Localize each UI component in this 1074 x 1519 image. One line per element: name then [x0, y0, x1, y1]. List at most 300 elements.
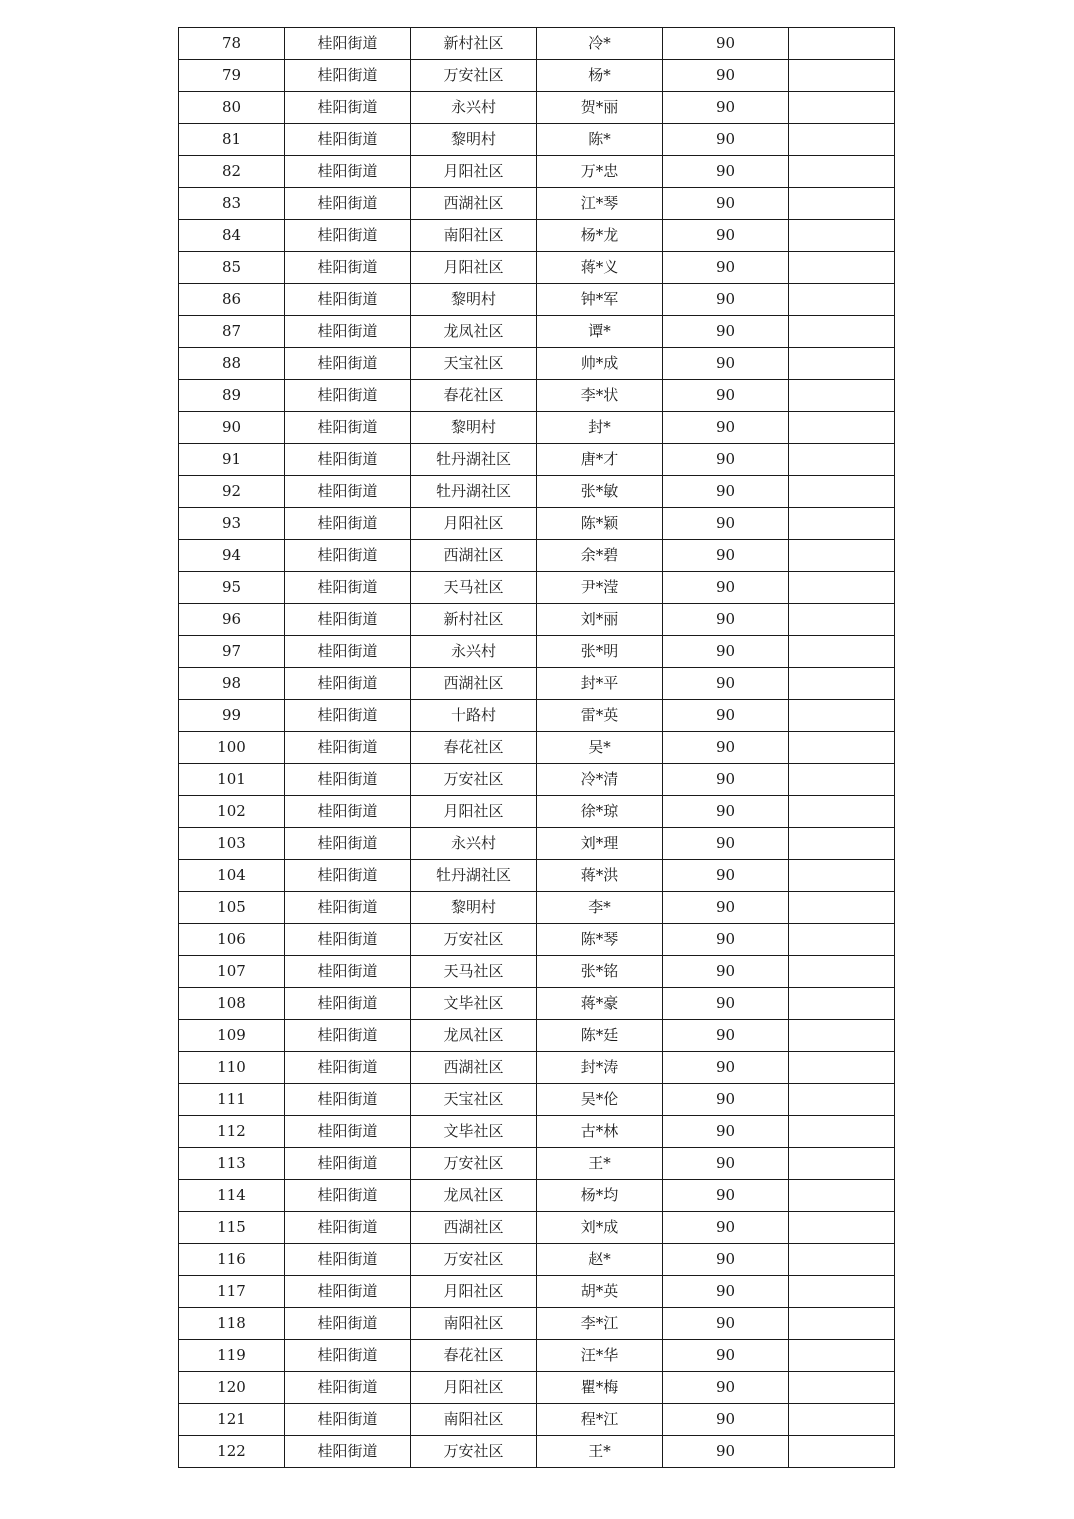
- name-cell: 汪*华: [537, 1340, 663, 1372]
- score-cell: 90: [663, 476, 789, 508]
- community-cell: 龙凤社区: [411, 316, 537, 348]
- community-cell: 黎明村: [411, 412, 537, 444]
- row-number-cell: 86: [179, 284, 285, 316]
- score-cell: 90: [663, 924, 789, 956]
- street-cell: 桂阳街道: [285, 92, 411, 124]
- score-cell: 90: [663, 188, 789, 220]
- score-cell: 90: [663, 348, 789, 380]
- community-cell: 新村社区: [411, 28, 537, 60]
- row-number-cell: 118: [179, 1308, 285, 1340]
- community-cell: 文毕社区: [411, 988, 537, 1020]
- table-row: [179, 892, 895, 924]
- score-cell: 90: [663, 1180, 789, 1212]
- street-cell: 桂阳街道: [285, 476, 411, 508]
- name-cell: 杨*均: [537, 1180, 663, 1212]
- street-cell: 桂阳街道: [285, 1436, 411, 1468]
- remark-cell: [789, 1084, 895, 1116]
- street-cell: 桂阳街道: [285, 1020, 411, 1052]
- row-number-cell: 87: [179, 316, 285, 348]
- remark-cell: [789, 252, 895, 284]
- table-row: [179, 92, 895, 124]
- remark-cell: [789, 188, 895, 220]
- row-number-cell: 103: [179, 828, 285, 860]
- score-cell: 90: [663, 1244, 789, 1276]
- row-number-cell: 98: [179, 668, 285, 700]
- street-cell: 桂阳街道: [285, 284, 411, 316]
- street-cell: 桂阳街道: [285, 444, 411, 476]
- street-cell: 桂阳街道: [285, 1372, 411, 1404]
- name-cell: 杨*龙: [537, 220, 663, 252]
- community-cell: 春花社区: [411, 380, 537, 412]
- score-cell: 90: [663, 764, 789, 796]
- table-row: [179, 1052, 895, 1084]
- score-cell: 90: [663, 1404, 789, 1436]
- community-cell: 永兴村: [411, 828, 537, 860]
- community-cell: 永兴村: [411, 92, 537, 124]
- community-cell: 天马社区: [411, 572, 537, 604]
- row-number-cell: 82: [179, 156, 285, 188]
- remark-cell: [789, 124, 895, 156]
- remark-cell: [789, 1212, 895, 1244]
- score-cell: 90: [663, 92, 789, 124]
- score-cell: 90: [663, 156, 789, 188]
- community-cell: 牡丹湖社区: [411, 444, 537, 476]
- street-cell: 桂阳街道: [285, 1052, 411, 1084]
- street-cell: 桂阳街道: [285, 380, 411, 412]
- score-cell: 90: [663, 220, 789, 252]
- row-number-cell: 114: [179, 1180, 285, 1212]
- community-cell: 十路村: [411, 700, 537, 732]
- remark-cell: [789, 1340, 895, 1372]
- street-cell: 桂阳街道: [285, 860, 411, 892]
- table-row: [179, 156, 895, 188]
- street-cell: 桂阳街道: [285, 412, 411, 444]
- name-cell: 张*铭: [537, 956, 663, 988]
- table-row: [179, 1148, 895, 1180]
- table-row: [179, 316, 895, 348]
- remark-cell: [789, 988, 895, 1020]
- name-cell: 陈*: [537, 124, 663, 156]
- score-cell: 90: [663, 796, 789, 828]
- remark-cell: [789, 476, 895, 508]
- row-number-cell: 85: [179, 252, 285, 284]
- row-number-cell: 112: [179, 1116, 285, 1148]
- score-cell: 90: [663, 1436, 789, 1468]
- name-cell: 徐*琼: [537, 796, 663, 828]
- table-row: [179, 1308, 895, 1340]
- name-cell: 李*江: [537, 1308, 663, 1340]
- name-cell: 张*敏: [537, 476, 663, 508]
- community-cell: 文毕社区: [411, 1116, 537, 1148]
- community-cell: 春花社区: [411, 732, 537, 764]
- table-row: [179, 828, 895, 860]
- score-cell: 90: [663, 380, 789, 412]
- score-cell: 90: [663, 1116, 789, 1148]
- row-number-cell: 80: [179, 92, 285, 124]
- score-cell: 90: [663, 988, 789, 1020]
- name-cell: 余*碧: [537, 540, 663, 572]
- name-cell: 王*: [537, 1436, 663, 1468]
- score-cell: 90: [663, 892, 789, 924]
- remark-cell: [789, 156, 895, 188]
- score-cell: 90: [663, 668, 789, 700]
- name-cell: 蒋*义: [537, 252, 663, 284]
- community-cell: 黎明村: [411, 124, 537, 156]
- street-cell: 桂阳街道: [285, 1276, 411, 1308]
- community-cell: 牡丹湖社区: [411, 476, 537, 508]
- score-cell: 90: [663, 316, 789, 348]
- name-cell: 陈*廷: [537, 1020, 663, 1052]
- score-cell: 90: [663, 28, 789, 60]
- name-cell: 唐*才: [537, 444, 663, 476]
- row-number-cell: 122: [179, 1436, 285, 1468]
- street-cell: 桂阳街道: [285, 1084, 411, 1116]
- row-number-cell: 78: [179, 28, 285, 60]
- table-row: [179, 476, 895, 508]
- table-row: [179, 604, 895, 636]
- street-cell: 桂阳街道: [285, 252, 411, 284]
- street-cell: 桂阳街道: [285, 508, 411, 540]
- row-number-cell: 101: [179, 764, 285, 796]
- table-row: [179, 1340, 895, 1372]
- remark-cell: [789, 92, 895, 124]
- name-cell: 瞿*梅: [537, 1372, 663, 1404]
- table-row: [179, 988, 895, 1020]
- name-cell: 尹*滢: [537, 572, 663, 604]
- remark-cell: [789, 1116, 895, 1148]
- score-cell: 90: [663, 956, 789, 988]
- remark-cell: [789, 60, 895, 92]
- remark-cell: [789, 924, 895, 956]
- community-cell: 万安社区: [411, 764, 537, 796]
- street-cell: 桂阳街道: [285, 316, 411, 348]
- table-row: [179, 1180, 895, 1212]
- name-cell: 李*: [537, 892, 663, 924]
- table-row: [179, 796, 895, 828]
- table-row: [179, 508, 895, 540]
- community-cell: 龙凤社区: [411, 1020, 537, 1052]
- score-cell: 90: [663, 1340, 789, 1372]
- table-row: [179, 1244, 895, 1276]
- remark-cell: [789, 572, 895, 604]
- remark-cell: [789, 796, 895, 828]
- row-number-cell: 110: [179, 1052, 285, 1084]
- street-cell: 桂阳街道: [285, 348, 411, 380]
- table-row: [179, 956, 895, 988]
- row-number-cell: 115: [179, 1212, 285, 1244]
- community-cell: 西湖社区: [411, 540, 537, 572]
- table-row: [179, 1116, 895, 1148]
- street-cell: 桂阳街道: [285, 188, 411, 220]
- table-row: [179, 764, 895, 796]
- remark-cell: [789, 412, 895, 444]
- street-cell: 桂阳街道: [285, 60, 411, 92]
- name-cell: 帅*成: [537, 348, 663, 380]
- score-cell: 90: [663, 636, 789, 668]
- community-cell: 西湖社区: [411, 1052, 537, 1084]
- street-cell: 桂阳街道: [285, 540, 411, 572]
- name-cell: 李*状: [537, 380, 663, 412]
- remark-cell: [789, 860, 895, 892]
- street-cell: 桂阳街道: [285, 1148, 411, 1180]
- table-row: [179, 572, 895, 604]
- table-row: [179, 700, 895, 732]
- score-cell: 90: [663, 1052, 789, 1084]
- remark-cell: [789, 1436, 895, 1468]
- row-number-cell: 107: [179, 956, 285, 988]
- name-cell: 蒋*洪: [537, 860, 663, 892]
- name-cell: 冷*清: [537, 764, 663, 796]
- score-cell: 90: [663, 1308, 789, 1340]
- community-cell: 万安社区: [411, 1436, 537, 1468]
- row-number-cell: 100: [179, 732, 285, 764]
- street-cell: 桂阳街道: [285, 124, 411, 156]
- score-cell: 90: [663, 700, 789, 732]
- remark-cell: [789, 1244, 895, 1276]
- row-number-cell: 95: [179, 572, 285, 604]
- remark-cell: [789, 220, 895, 252]
- community-cell: 新村社区: [411, 604, 537, 636]
- street-cell: 桂阳街道: [285, 668, 411, 700]
- community-cell: 南阳社区: [411, 1308, 537, 1340]
- row-number-cell: 117: [179, 1276, 285, 1308]
- table-row: [179, 636, 895, 668]
- name-cell: 谭*: [537, 316, 663, 348]
- community-cell: 天马社区: [411, 956, 537, 988]
- name-cell: 钟*军: [537, 284, 663, 316]
- table-row: [179, 284, 895, 316]
- score-cell: 90: [663, 124, 789, 156]
- score-cell: 90: [663, 860, 789, 892]
- remark-cell: [789, 636, 895, 668]
- score-cell: 90: [663, 508, 789, 540]
- name-cell: 杨*: [537, 60, 663, 92]
- row-number-cell: 121: [179, 1404, 285, 1436]
- community-cell: 万安社区: [411, 1244, 537, 1276]
- table-row: [179, 1436, 895, 1468]
- score-cell: 90: [663, 1212, 789, 1244]
- name-cell: 封*: [537, 412, 663, 444]
- remark-cell: [789, 700, 895, 732]
- community-cell: 天宝社区: [411, 1084, 537, 1116]
- table-row: [179, 1084, 895, 1116]
- row-number-cell: 91: [179, 444, 285, 476]
- name-cell: 贺*丽: [537, 92, 663, 124]
- roster-table: [178, 27, 895, 1468]
- street-cell: 桂阳街道: [285, 1404, 411, 1436]
- community-cell: 西湖社区: [411, 1212, 537, 1244]
- street-cell: 桂阳街道: [285, 636, 411, 668]
- community-cell: 月阳社区: [411, 252, 537, 284]
- community-cell: 万安社区: [411, 60, 537, 92]
- name-cell: 胡*英: [537, 1276, 663, 1308]
- score-cell: 90: [663, 828, 789, 860]
- street-cell: 桂阳街道: [285, 700, 411, 732]
- score-cell: 90: [663, 1084, 789, 1116]
- community-cell: 西湖社区: [411, 668, 537, 700]
- street-cell: 桂阳街道: [285, 1340, 411, 1372]
- name-cell: 程*江: [537, 1404, 663, 1436]
- row-number-cell: 84: [179, 220, 285, 252]
- street-cell: 桂阳街道: [285, 28, 411, 60]
- score-cell: 90: [663, 1148, 789, 1180]
- remark-cell: [789, 1052, 895, 1084]
- row-number-cell: 89: [179, 380, 285, 412]
- table-row: [179, 1020, 895, 1052]
- name-cell: 刘*成: [537, 1212, 663, 1244]
- table-row: [179, 220, 895, 252]
- street-cell: 桂阳街道: [285, 924, 411, 956]
- community-cell: 万安社区: [411, 1148, 537, 1180]
- row-number-cell: 96: [179, 604, 285, 636]
- table-row: [179, 124, 895, 156]
- street-cell: 桂阳街道: [285, 796, 411, 828]
- name-cell: 王*: [537, 1148, 663, 1180]
- community-cell: 天宝社区: [411, 348, 537, 380]
- table-row: [179, 668, 895, 700]
- street-cell: 桂阳街道: [285, 764, 411, 796]
- community-cell: 南阳社区: [411, 220, 537, 252]
- row-number-cell: 116: [179, 1244, 285, 1276]
- community-cell: 南阳社区: [411, 1404, 537, 1436]
- score-cell: 90: [663, 284, 789, 316]
- remark-cell: [789, 604, 895, 636]
- name-cell: 雷*英: [537, 700, 663, 732]
- remark-cell: [789, 1148, 895, 1180]
- remark-cell: [789, 1308, 895, 1340]
- remark-cell: [789, 764, 895, 796]
- street-cell: 桂阳街道: [285, 1244, 411, 1276]
- table-row: [179, 60, 895, 92]
- table-row: [179, 1212, 895, 1244]
- score-cell: 90: [663, 444, 789, 476]
- table-row: [179, 348, 895, 380]
- name-cell: 赵*: [537, 1244, 663, 1276]
- community-cell: 春花社区: [411, 1340, 537, 1372]
- remark-cell: [789, 1276, 895, 1308]
- table-row: [179, 1372, 895, 1404]
- remark-cell: [789, 348, 895, 380]
- remark-cell: [789, 828, 895, 860]
- table-row: [179, 444, 895, 476]
- name-cell: 万*忠: [537, 156, 663, 188]
- score-cell: 90: [663, 412, 789, 444]
- row-number-cell: 102: [179, 796, 285, 828]
- name-cell: 吴*伦: [537, 1084, 663, 1116]
- row-number-cell: 81: [179, 124, 285, 156]
- community-cell: 月阳社区: [411, 508, 537, 540]
- remark-cell: [789, 892, 895, 924]
- table-row: [179, 1404, 895, 1436]
- community-cell: 万安社区: [411, 924, 537, 956]
- remark-cell: [789, 380, 895, 412]
- community-cell: 西湖社区: [411, 188, 537, 220]
- street-cell: 桂阳街道: [285, 732, 411, 764]
- name-cell: 刘*理: [537, 828, 663, 860]
- score-cell: 90: [663, 1372, 789, 1404]
- community-cell: 月阳社区: [411, 1276, 537, 1308]
- community-cell: 月阳社区: [411, 1372, 537, 1404]
- remark-cell: [789, 508, 895, 540]
- row-number-cell: 119: [179, 1340, 285, 1372]
- street-cell: 桂阳街道: [285, 156, 411, 188]
- table-row: [179, 1276, 895, 1308]
- remark-cell: [789, 28, 895, 60]
- row-number-cell: 106: [179, 924, 285, 956]
- remark-cell: [789, 284, 895, 316]
- row-number-cell: 90: [179, 412, 285, 444]
- community-cell: 黎明村: [411, 284, 537, 316]
- row-number-cell: 83: [179, 188, 285, 220]
- remark-cell: [789, 1180, 895, 1212]
- remark-cell: [789, 956, 895, 988]
- name-cell: 陈*琴: [537, 924, 663, 956]
- street-cell: 桂阳街道: [285, 988, 411, 1020]
- name-cell: 陈*颖: [537, 508, 663, 540]
- score-cell: 90: [663, 732, 789, 764]
- score-cell: 90: [663, 60, 789, 92]
- name-cell: 封*平: [537, 668, 663, 700]
- score-cell: 90: [663, 1276, 789, 1308]
- score-cell: 90: [663, 252, 789, 284]
- community-cell: 永兴村: [411, 636, 537, 668]
- table-row: [179, 540, 895, 572]
- remark-cell: [789, 444, 895, 476]
- remark-cell: [789, 1404, 895, 1436]
- street-cell: 桂阳街道: [285, 956, 411, 988]
- row-number-cell: 113: [179, 1148, 285, 1180]
- name-cell: 古*林: [537, 1116, 663, 1148]
- name-cell: 刘*丽: [537, 604, 663, 636]
- street-cell: 桂阳街道: [285, 1308, 411, 1340]
- name-cell: 江*琴: [537, 188, 663, 220]
- community-cell: 龙凤社区: [411, 1180, 537, 1212]
- score-cell: 90: [663, 572, 789, 604]
- name-cell: 张*明: [537, 636, 663, 668]
- remark-cell: [789, 540, 895, 572]
- row-number-cell: 94: [179, 540, 285, 572]
- score-cell: 90: [663, 1020, 789, 1052]
- street-cell: 桂阳街道: [285, 1180, 411, 1212]
- table-row: [179, 412, 895, 444]
- row-number-cell: 109: [179, 1020, 285, 1052]
- street-cell: 桂阳街道: [285, 220, 411, 252]
- table-row: [179, 860, 895, 892]
- row-number-cell: 120: [179, 1372, 285, 1404]
- street-cell: 桂阳街道: [285, 828, 411, 860]
- remark-cell: [789, 1372, 895, 1404]
- name-cell: 蒋*豪: [537, 988, 663, 1020]
- score-cell: 90: [663, 604, 789, 636]
- street-cell: 桂阳街道: [285, 572, 411, 604]
- remark-cell: [789, 316, 895, 348]
- remark-cell: [789, 668, 895, 700]
- table-row: [179, 380, 895, 412]
- table-row: [179, 28, 895, 60]
- remark-cell: [789, 732, 895, 764]
- table-row: [179, 732, 895, 764]
- score-cell: 90: [663, 540, 789, 572]
- remark-cell: [789, 1020, 895, 1052]
- row-number-cell: 97: [179, 636, 285, 668]
- name-cell: 封*涛: [537, 1052, 663, 1084]
- street-cell: 桂阳街道: [285, 1116, 411, 1148]
- row-number-cell: 108: [179, 988, 285, 1020]
- row-number-cell: 104: [179, 860, 285, 892]
- name-cell: 吴*: [537, 732, 663, 764]
- community-cell: 月阳社区: [411, 156, 537, 188]
- table-row: [179, 924, 895, 956]
